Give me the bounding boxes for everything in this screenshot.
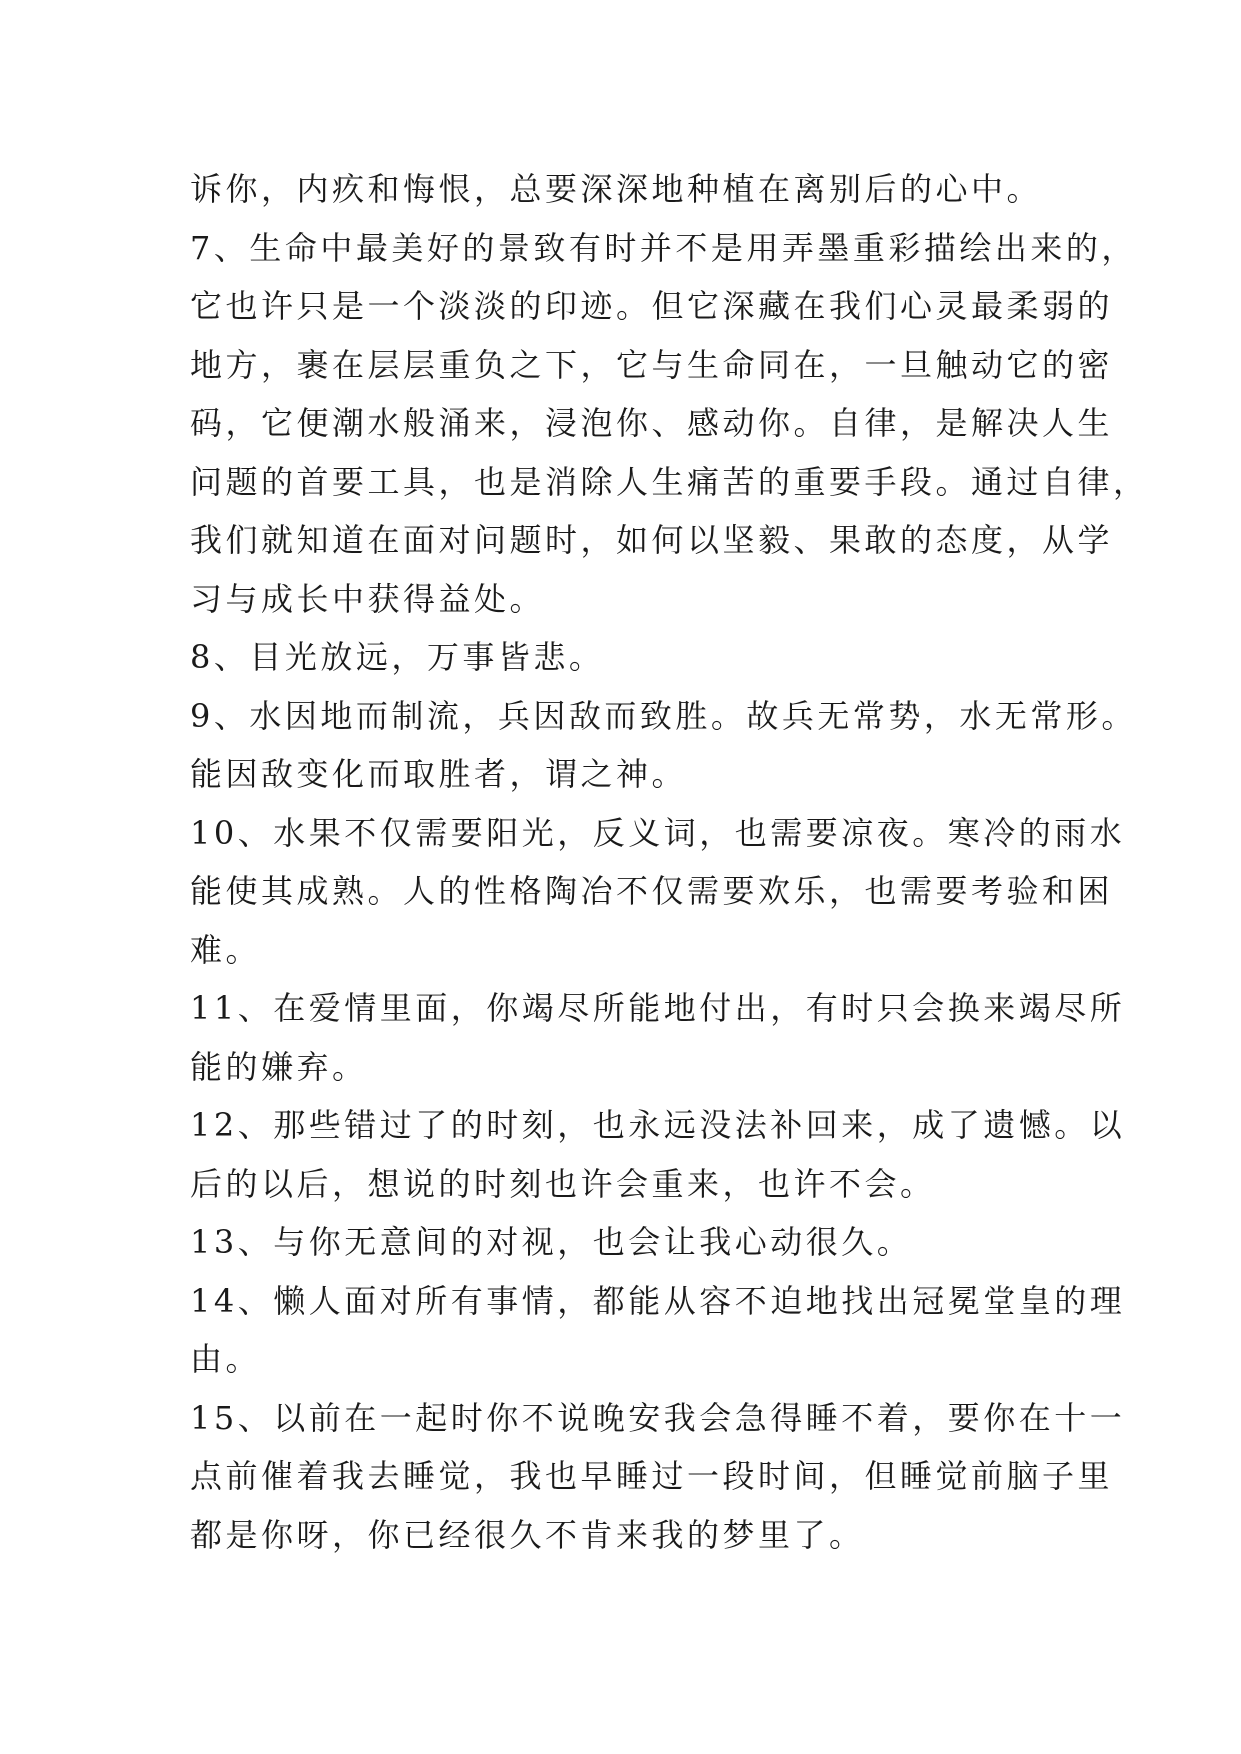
text-line: 能的嫌弃。 (190, 1047, 368, 1086)
text-line: 它也许只是一个淡淡的印迹。但它深藏在我们心灵最柔弱的 (190, 287, 1114, 325)
text-line: 能使其成熟。人的性格陶冶不仅需要欢乐，也需要考验和困 (190, 872, 1114, 910)
text-line: 由。 (190, 1340, 262, 1378)
text-line: 7、生命中最美好的景致有时并不是用弄墨重彩描绘出来的， (190, 228, 1137, 267)
text-line: 都是你呀，你已经很久不肯来我的梦里了。 (190, 1515, 865, 1554)
text-line: 问题的首要工具，也是消除人生痛苦的重要手段。通过自律， (190, 462, 1149, 501)
text-line: 地方，裹在层层重负之下，它与生命同在，一旦触动它的密 (190, 345, 1114, 384)
text-line: 11、在爱情里面，你竭尽所能地付出，有时只会换来竭尽所 (190, 989, 1126, 1027)
text-line: 10、水果不仅需要阳光，反义词，也需要凉夜。寒冷的雨水 (190, 813, 1126, 852)
text-line: 难。 (190, 930, 262, 969)
text-line: 12、那些错过了的时刻，也永远没法补回来，成了遗憾。以 (190, 1106, 1126, 1144)
text-line: 后的以后，想说的时刻也许会重来，也许不会。 (190, 1164, 936, 1203)
text-line: 我们就知道在面对问题时，如何以坚毅、果敢的态度，从学 (190, 521, 1114, 559)
text-line: 诉你，内疚和悔恨，总要深深地种植在离别后的心中。 (190, 170, 1043, 208)
text-line: 13、与你无意间的对视，也会让我心动很久。 (190, 1223, 913, 1261)
text-line: 码，它便潮水般涌来，浸泡你、感动你。自律，是解决人生 (190, 404, 1114, 442)
document-body (190, 160, 1149, 1564)
text-line: 点前催着我去睡觉，我也早睡过一段时间，但睡觉前脑子里 (190, 1457, 1114, 1495)
text-line: 习与成长中获得益处。 (190, 579, 546, 618)
text-line: 14、懒人面对所有事情，都能从容不迫地找出冠冕堂皇的理 (190, 1281, 1126, 1320)
text-line: 15、以前在一起时你不说晚安我会急得睡不着，要你在十一 (190, 1398, 1126, 1437)
text-line: 8、目光放远，万事皆悲。 (190, 638, 605, 676)
text-line: 9、水因地而制流，兵因敌而致胜。故兵无常势，水无常形。 (190, 696, 1137, 735)
text-line: 能因敌变化而取胜者，谓之神。 (190, 755, 688, 793)
